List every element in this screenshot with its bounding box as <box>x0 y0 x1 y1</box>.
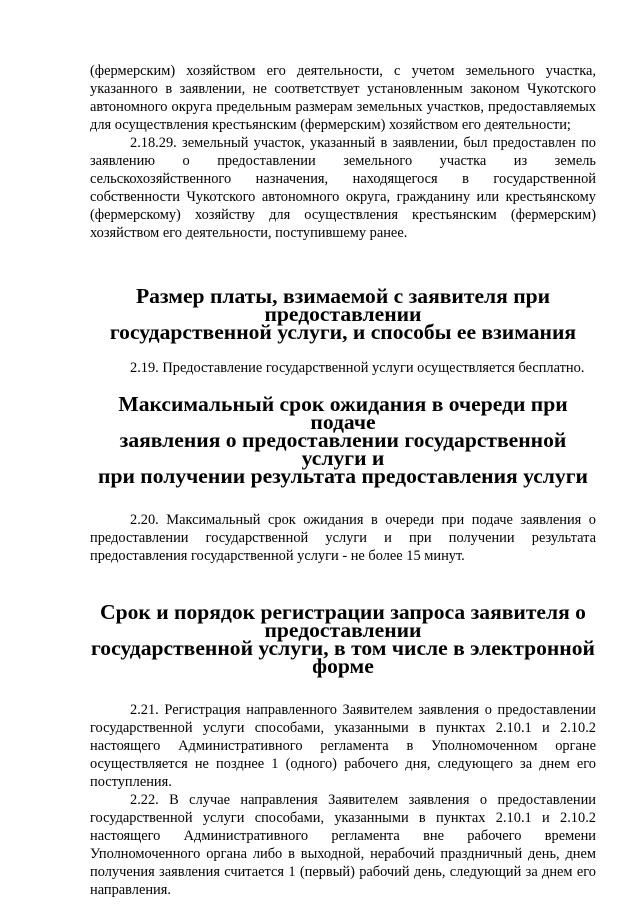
heading-registration-line-2: государственной услуги, в том числе в электронной форме <box>91 636 595 678</box>
paragraph-2-18-29: 2.18.29. земельный участок, указанный в заявлении, был предоставлен по заявлению о предоставлении земельного участка из земель сельскохозяйственного назначения, находящегося в государственной собственности Чукотского автономного округа, гражданину или крестьянскому (фермерскому) хозяйству для осуществления крестьянским (фермерским) хозяйством его деятельности, поступившему ранее. <box>90 135 596 241</box>
heading-waiting-line-2: заявления о предоставлении государственной услуги и <box>119 428 567 470</box>
heading-waiting-time <box>90 392 596 488</box>
heading-fee-line-2: государственной услуги, и способы ее взимания <box>109 320 577 344</box>
paragraph-2-20: 2.20. Максимальный срок ожидания в очереди при подаче заявления о предоставлении государственной услуги и при получении результата предоставления государственной услуги - не более 15 минут. <box>90 512 596 564</box>
document-page <box>90 62 596 899</box>
heading-registration <box>90 600 596 678</box>
heading-waiting-line-1: Максимальный срок ожидания в очереди при подаче <box>118 392 568 434</box>
heading-fee <box>90 284 596 344</box>
paragraph-2-19: 2.19. Предоставление государственной услуги осуществляется бесплатно. <box>130 360 585 376</box>
heading-waiting-line-3: при получении результата предоставления услуги <box>98 464 588 488</box>
heading-fee-line-1: Размер платы, взимаемой с заявителя при предоставлении <box>135 284 551 326</box>
paragraph-2-22: 2.22. В случае направления Заявителем заявления о предоставлении государственной услуги способами, указанными в пунктах 2.10.1 и 2.10.2 настоящего Административного регламента вне рабочего времени Уполномоченного органа либо в выходной, нерабочий праздничный день, днем получения заявления считается 1 (первый) рабочий день, следующий за днем его направления. <box>90 792 596 898</box>
heading-registration-line-1: Срок и порядок регистрации запроса заявителя о предоставлении <box>100 600 586 642</box>
paragraph-continuation: (фермерским) хозяйством его деятельности, с учетом земельного участка, указанного в заявлении, не соответствует установленным законом Чукотского автономного округа предельным размерам земельных участков, предоставляемых для осуществления крестьянским (фермерским) хозяйством его деятельности; <box>90 63 596 133</box>
paragraph-2-21: 2.21. Регистрация направленного Заявителем заявления о предоставлении государственной услуги способами, указанными в пунктах 2.10.1 и 2.10.2 настоящего Административного регламента в Уполномоченном органе осуществляется не позднее 1 (одного) рабочего дня, следующего за днем его поступления. <box>90 702 596 790</box>
